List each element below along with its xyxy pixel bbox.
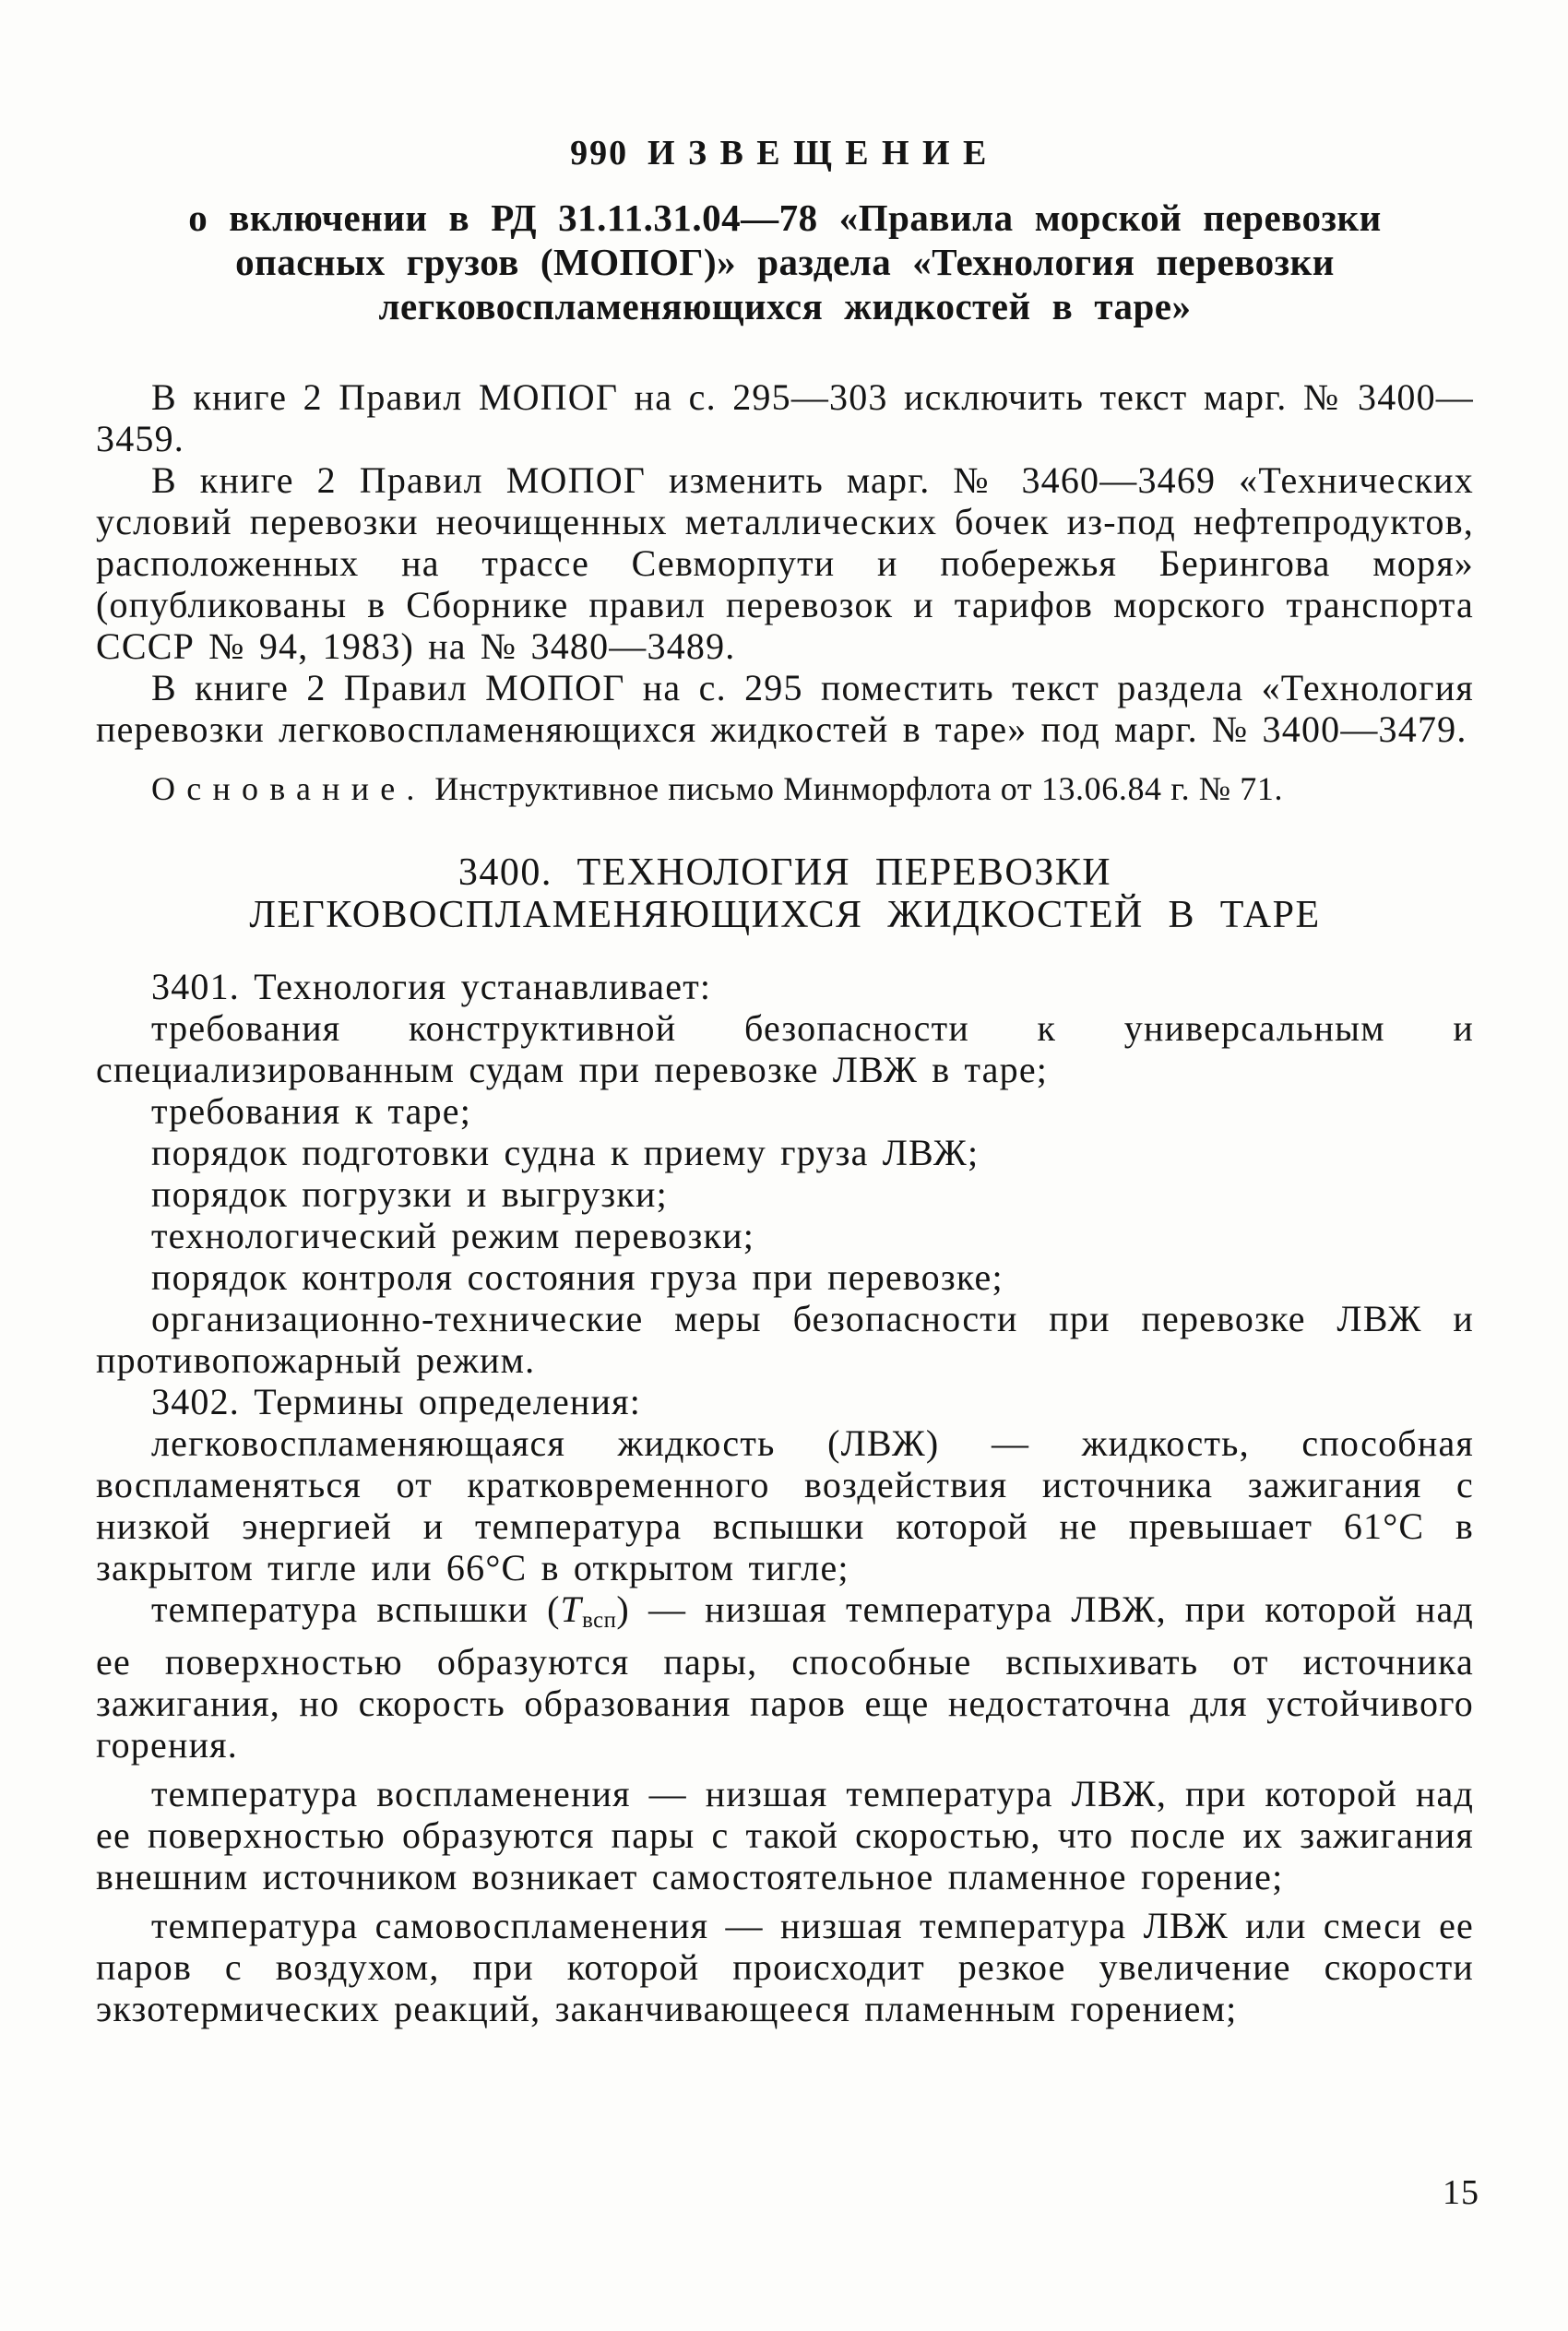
basis-text: Инструктивное письмо Минморфлота от 13.06.84 г. № 71.: [434, 770, 1284, 807]
basis-label: Основание.: [151, 770, 426, 807]
clause-3401-item-6: порядок контроля состояния груза при перевозке;: [151, 1256, 1004, 1298]
term-ignition-temperature: температура воспламенения — низшая температура ЛВЖ, при которой над ее поверхностью образуются пары с такой скоростью, что после их зажигания внешним источником возникает самостоятельное пламенное горение;: [96, 1773, 1474, 1898]
term-flash-point-post: ) — низшая температура ЛВЖ, при которой над ее поверхностью образуются пары, способные вспыхивать от источника зажигания, но скорость образования паров еще недостаточна для устойчивого горения.: [96, 1588, 1474, 1766]
amendment-paragraph-exclude: В книге 2 Правил МОПОГ на с. 295—303 исключить текст марг. № 3400—3459.: [96, 376, 1474, 459]
term-flammable-liquid: легковоспламеняющаяся жидкость (ЛВЖ) — жидкость, способная воспламеняться от кратковременного воздействия источника зажигания с низкой энергией и температура вспышки которой не превышает 61°С в закрытом тигле или 66°С в открытом тигле;: [96, 1422, 1474, 1588]
document-title-line-1: о включении в РД 31.11.31.04—78 «Правила морской перевозки: [188, 196, 1382, 239]
document-title-line-2: опасных грузов (МОПОГ)» раздела «Технология перевозки: [235, 241, 1335, 283]
clause-3401-item-1: требования конструктивной безопасности к универсальным и специализированным судам при перевозке ЛВЖ в таре;: [96, 1007, 1474, 1090]
amendments-section: [96, 376, 1474, 809]
notice-title: ИЗВЕЩЕНИЕ: [647, 134, 1000, 172]
document-title: [96, 196, 1474, 328]
clause-3401-item-4: порядок погрузки и выгрузки;: [151, 1173, 668, 1215]
section-body: [96, 966, 1474, 2029]
clause-3402-heading: 3402. Термины определения:: [151, 1381, 642, 1422]
term-autoignition-temperature: температура самовоспламенения — низшая температура ЛВЖ или смеси ее паров с воздухом, при которой происходит резкое увеличение скорости экзотермических реакций, заканчивающееся пламенным горением;: [96, 1905, 1474, 2030]
notice-number: 990: [570, 134, 629, 172]
section-title-line-1: 3400. ТЕХНОЛОГИЯ ПЕРЕВОЗКИ: [457, 851, 1112, 894]
notice-header: [96, 135, 1474, 172]
document-title-line-3: легковоспламеняющихся жидкостей в таре»: [378, 285, 1192, 327]
flash-point-symbol-subscript: всп: [582, 1608, 617, 1634]
clause-3401-item-7: организационно-технические меры безопасности при перевозке ЛВЖ и противопожарный режим.: [96, 1298, 1474, 1381]
section-title-line-2: ЛЕГКОВОСПЛАМЕНЯЮЩИХСЯ ЖИДКОСТЕЙ В ТАРЕ: [249, 894, 1321, 936]
clause-3401-heading: 3401. Технология устанавливает:: [151, 966, 712, 1007]
term-flash-point: [96, 1588, 1474, 1766]
clause-3401-item-5: технологический режим перевозки;: [151, 1215, 755, 1256]
amendment-paragraph-insert: В книге 2 Правил МОПОГ на с. 295 поместить текст раздела «Технология перевозки легковоспламеняющихся жидкостей в таре» под марг. № 3400—3479.: [96, 667, 1474, 750]
clause-3401-item-2: требования к таре;: [151, 1090, 472, 1132]
section-title: [96, 851, 1474, 936]
basis-line: [96, 768, 1474, 809]
amendment-paragraph-change: В книге 2 Правил МОПОГ изменить марг. № 3460—3469 «Технических условий перевозки неочищенных металлических бочек из-под нефтепродуктов, расположенных на трассе Севморпути и побережья Берингова моря» (опубликованы в Сборнике правил перевозок и тарифов морского транспорта СССР № 94, 1983) на № 3480—3489.: [96, 459, 1474, 667]
page-number: 15: [1443, 2173, 1479, 2212]
flash-point-symbol: Т: [560, 1588, 583, 1630]
clause-3401-item-3: порядок подготовки судна к приему груза ЛВЖ;: [151, 1132, 980, 1173]
term-flash-point-pre: температура вспышки (: [151, 1588, 561, 1630]
